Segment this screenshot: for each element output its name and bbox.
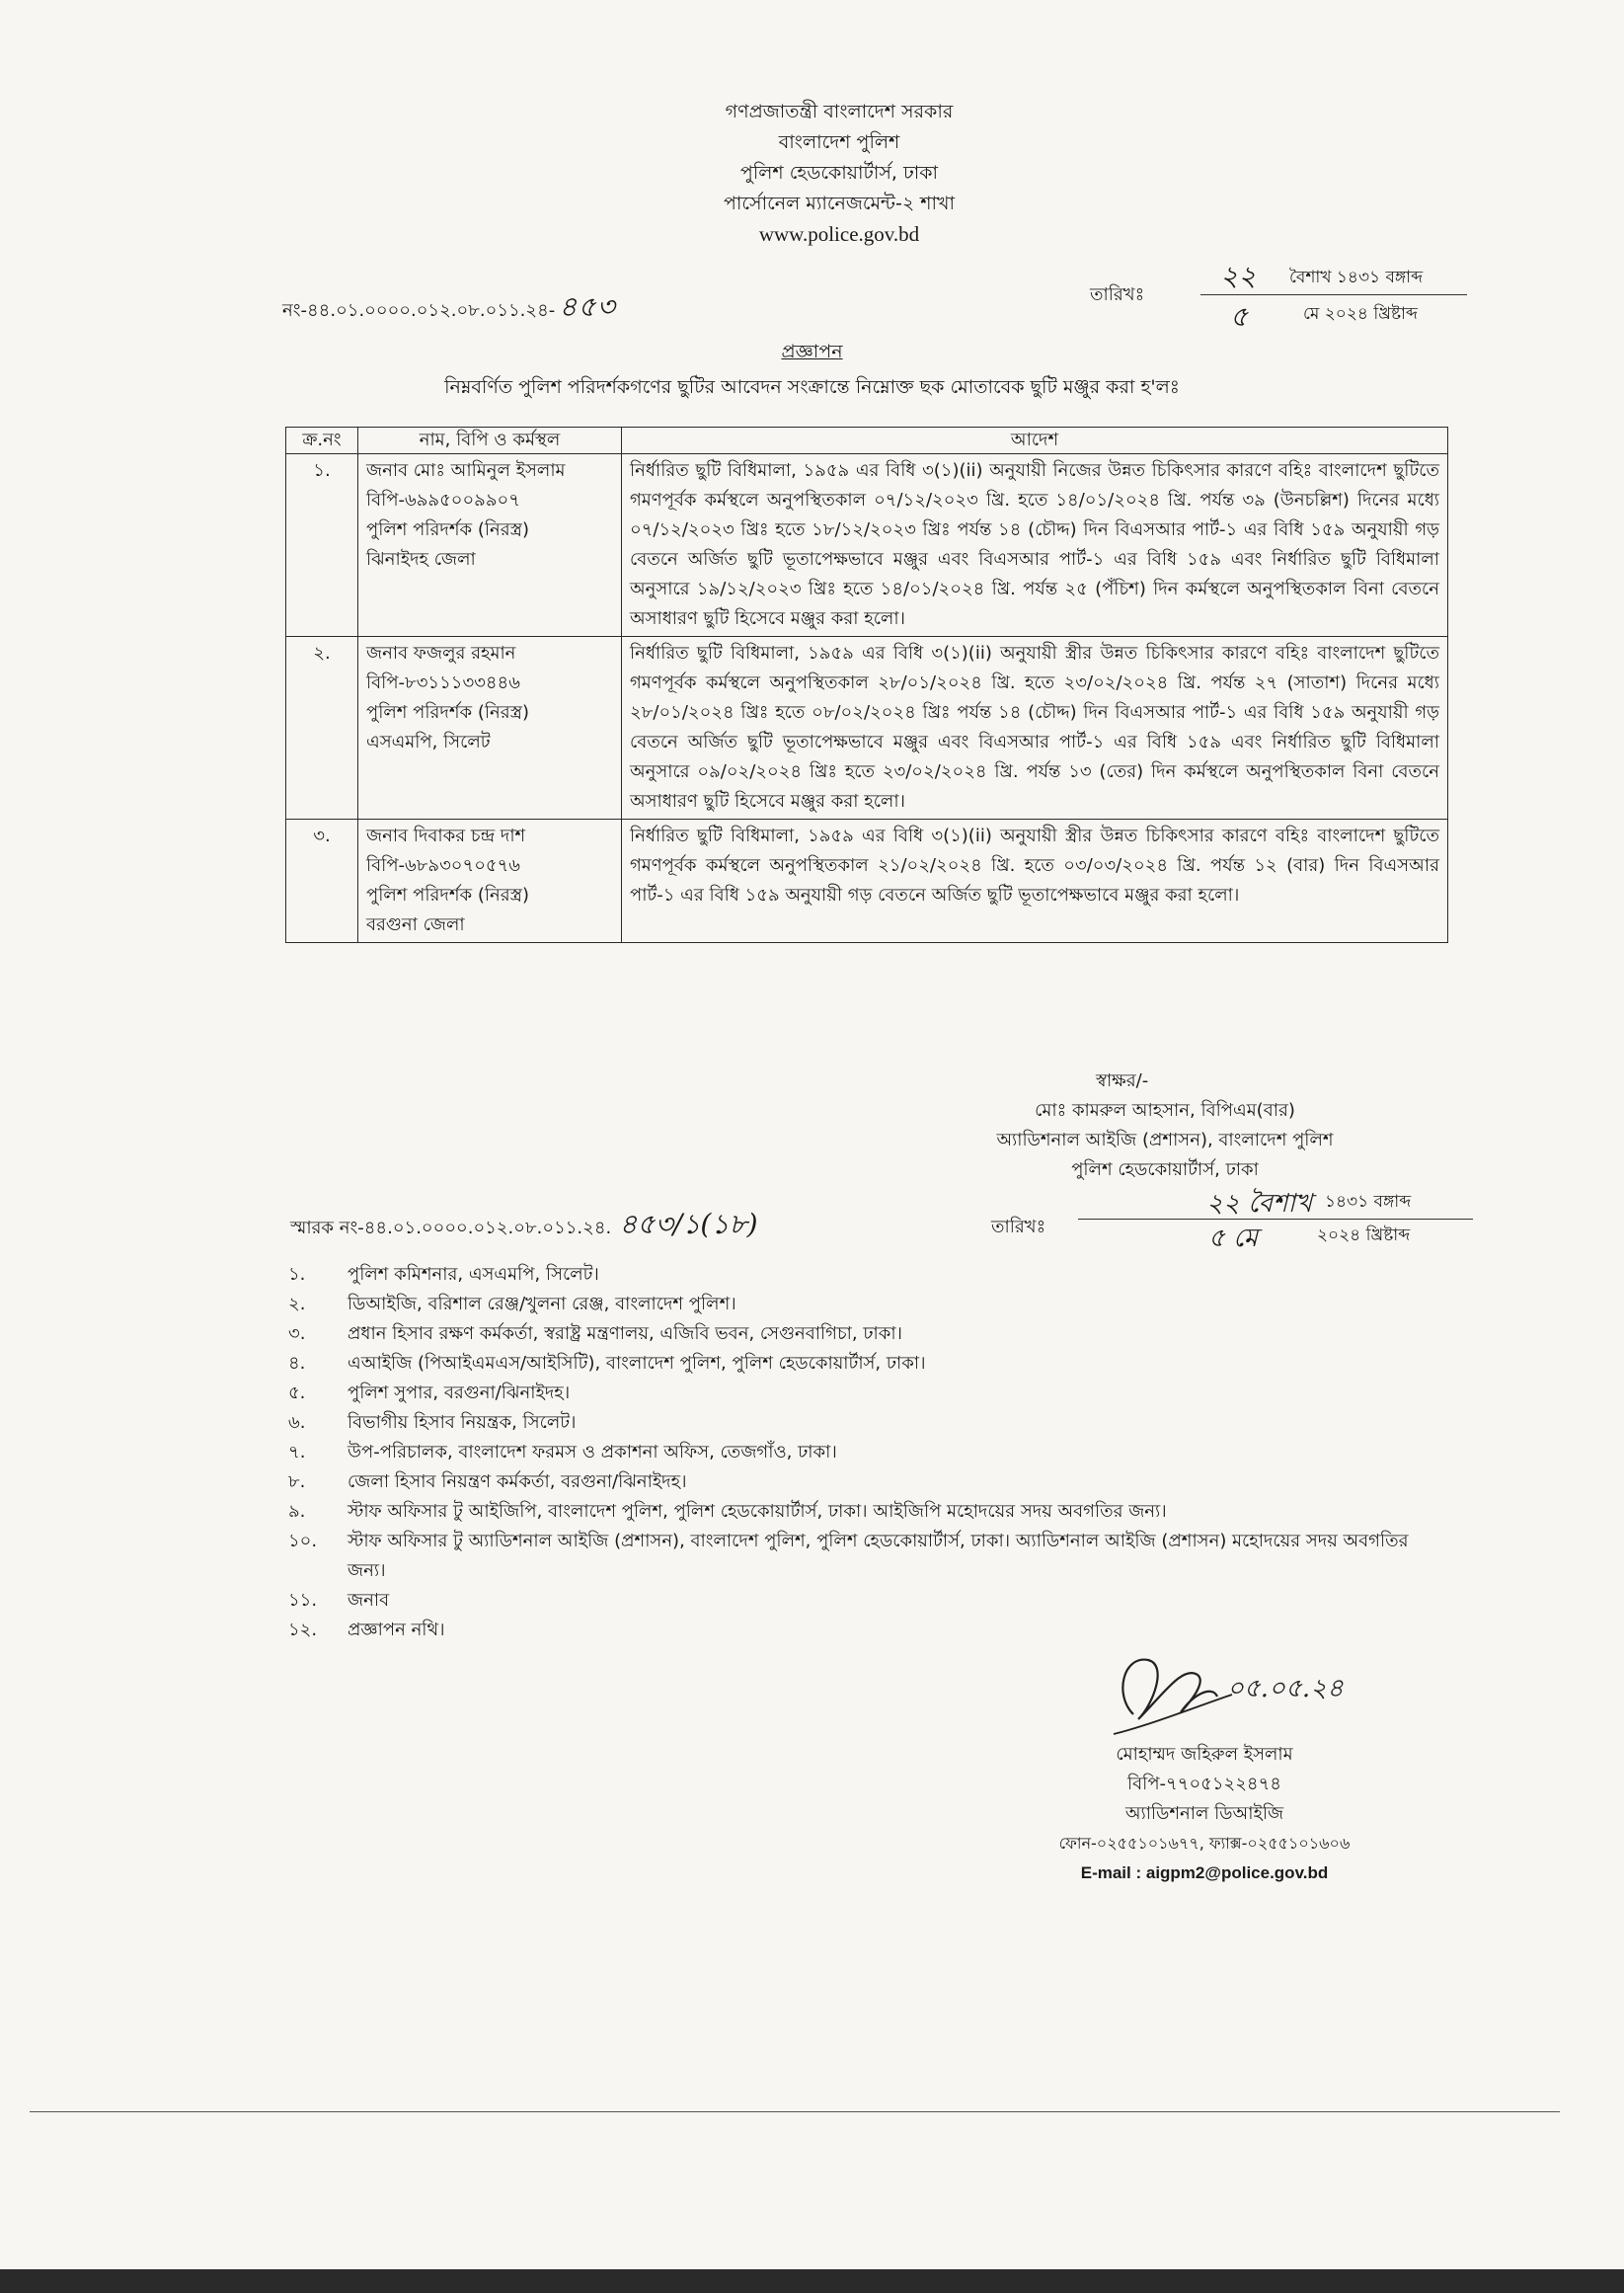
date-greg-rest: মে ২০২৪ খ্রিষ্টাব্দ: [1303, 304, 1418, 324]
table-row: [286, 637, 1448, 820]
item-text: ডিআইজি, বরিশাল রেঞ্জ/খুলনা রেঞ্জ, বাংলাদেশ পুলিশ।: [348, 1294, 736, 1314]
item-text: স্টাফ অফিসার টু আইজিপি, বাংলাদেশ পুলিশ, পুলিশ হেডকোয়ার্টার্স, ঢাকা। আইজিপি মহোদয়ের সদয় অবগতির জন্য।: [348, 1501, 1167, 1522]
list-item: [288, 1379, 1433, 1408]
col-serial: ক্র.নং: [286, 428, 358, 454]
memo-date-greg-day: ৫ মে: [1208, 1224, 1259, 1253]
reference-number: [282, 285, 616, 332]
item-number: ৭.: [288, 1442, 306, 1463]
person-rank: পুলিশ পরিদর্শক (নিরস্ত্র): [366, 702, 530, 723]
item-text: স্টাফ অফিসার টু অ্যাডিশনাল আইজি (প্রশাসন), বাংলাদেশ পুলিশ, পুলিশ হেডকোয়ার্টার্স, ঢাকা। অ্যাডিশনাল আইজি (প্রশাসন) মহোদয়ের সদয় অবগতির জন্য।: [348, 1531, 1409, 1581]
item-number: ৩.: [288, 1323, 306, 1344]
letterhead: [592, 97, 1086, 250]
branch-name: পার্সোনেল ম্যানেজমেন্ট-২ শাখা: [724, 193, 955, 214]
signatory2-bp: বিপি-৭৭০৫১২২৪৭৪: [1127, 1774, 1281, 1794]
memo-handwritten-number: ৪৫৩/১(১৮): [619, 1208, 758, 1240]
memo-date-block: [991, 1177, 1485, 1253]
person-rank: পুলিশ পরিদর্শক (নিরস্ত্র): [366, 885, 530, 906]
item-text: উপ-পরিচালক, বাংলাদেশ ফরমস ও প্রকাশনা অফিস, তেজগাঁও, ঢাকা।: [348, 1442, 837, 1463]
notice-intro: নিম্নবর্ণিত পুলিশ পরিদর্শকগণের ছুটির আবেদন সংক্রান্তে নিম্নোক্ত ছক মোতাবেক ছুটি মঞ্জুর করা হ'লঃ: [444, 376, 1180, 398]
item-number: ১১.: [288, 1590, 318, 1611]
memo-date-gregorian: [1078, 1219, 1473, 1253]
person-bp: বিপি-৬৯৯৫০০৯৯০৭: [366, 490, 520, 511]
item-text: পুলিশ কমিশনার, এসএমপি, সিলেট।: [348, 1264, 599, 1285]
signatory2-designation: অ্যাডিশনাল ডিআইজি: [1124, 1803, 1284, 1824]
row-serial: ২.: [286, 637, 358, 820]
row-serial: ১.: [286, 454, 358, 637]
row-person: [358, 454, 622, 637]
memo-prefix: স্মারক নং-৪৪.০১.০০০০.০১২.০৮.০১১.২৪.: [290, 1218, 612, 1238]
memo-date-label: তারিখঃ: [991, 1217, 1046, 1237]
row-person: [358, 637, 622, 820]
item-text: পুলিশ সুপার, বরগুনা/ঝিনাইদহ।: [348, 1383, 571, 1403]
row-order: নির্ধারিত ছুটি বিধিমালা, ১৯৫৯ এর বিধি ৩(১)(ii) অনুযায়ী স্ত্রীর উন্নত চিকিৎসার কারণে বহিঃ বাংলাদেশ ছুটিতে গমণপূর্বক কর্মস্থলে অনুপস্থিতকাল ২৮/০১/২০২৪ খ্রি. হতে ২৩/০২/২০২৪ খ্রি. পর্যন্ত ২৭ (সাতাশ) দিনের মধ্যে ২৮/০১/২০২৪ খ্রিঃ হতে ০৮/০২/২০২৪ খ্রিঃ পর্যন্ত ১৪ (চৌদ্দ) দিন বিএসআর পার্ট-১ এর বিধি ১৫৯ অনুযায়ী গড় বেতনে অর্জিত ছুটি ভূতাপেক্ষভাবে মঞ্জুর এবং বিএসআর পার্ট-১ এর বিধি ১৫৯ এবং নির্ধারিত ছুটি বিধিমালা অনুসারে ০৯/০২/২০২৪ খ্রিঃ হতে ২৩/০২/২০২৪ খ্রি. পর্যন্ত ১৩ (তের) দিন কর্মস্থলে অনুপস্থিতকাল বিনা বেতনে অসাধারণ ছুটি হিসেবে মঞ্জুর করা হলো।: [622, 637, 1448, 820]
person-name: জনাব মোঃ আমিনুল ইসলাম: [366, 460, 566, 481]
item-number: ১.: [288, 1264, 306, 1285]
item-number: ১২.: [288, 1620, 318, 1640]
person-name: জনাব দিবাকর চন্দ্র দাশ: [366, 826, 526, 846]
signature-date: ০৫.০৫.২৪: [1227, 1674, 1344, 1703]
person-bp: বিপি-৬৮৯৩০৭০৫৭৬: [366, 855, 520, 876]
signature-space: [1027, 1651, 1382, 1740]
list-item: [288, 1349, 1433, 1379]
item-number: ১০.: [288, 1531, 318, 1551]
ref-handwritten-number: ৪৫৩: [559, 290, 616, 323]
signed-mark: স্বাক্ষর/-: [1096, 1070, 1149, 1091]
item-text: জেলা হিসাব নিয়ন্ত্রণ কর্মকর্তা, বরগুনা/ঝিনাইদহ।: [348, 1471, 687, 1492]
item-number: ৪.: [288, 1353, 306, 1374]
list-item: [288, 1260, 1433, 1290]
table-row: [286, 820, 1448, 943]
list-item: [288, 1586, 1433, 1616]
office-name: পুলিশ হেডকোয়ার্টার্স, ঢাকা: [739, 162, 939, 184]
date-greg-day: ৫: [1230, 300, 1249, 333]
person-place: এসএমপি, সিলেট: [366, 732, 491, 752]
signatory2-email: E-mail : aigpm2@police.gov.bd: [1080, 1863, 1329, 1882]
table-row: [286, 454, 1448, 637]
signatory-block-2: [1027, 1651, 1382, 1888]
memo-date-bangla: [1078, 1183, 1473, 1217]
list-item: [288, 1497, 1433, 1527]
date-bangla: [1200, 259, 1467, 292]
col-name: নাম, বিপি ও কর্মস্থল: [358, 428, 622, 454]
signatory-name: মোঃ কামরুল আহসান, বিপিএম(বার): [1035, 1100, 1295, 1121]
date-label: তারিখঃ: [1090, 284, 1145, 305]
date-bangla-rest: বৈশাখ ১৪৩১ বঙ্গাব্দ: [1289, 268, 1424, 287]
date-gregorian: [1200, 294, 1467, 333]
person-rank: পুলিশ পরিদর্শক (নিরস্ত্র): [366, 519, 530, 540]
signatory-designation: অ্যাডিশনাল আইজি (প্রশাসন), বাংলাদেশ পুলিশ: [996, 1130, 1334, 1150]
list-item: [288, 1319, 1433, 1349]
scan-edge: [0, 2269, 1624, 2293]
signatory-office: পুলিশ হেডকোয়ার্টার্স, ঢাকা: [1071, 1159, 1259, 1180]
date-bangla-day: ২২: [1220, 260, 1257, 292]
gov-name: গণপ্রজাতন্ত্রী বাংলাদেশ সরকার: [725, 101, 954, 122]
person-bp: বিপি-৮৩১১১৩৩৪৪৬: [366, 672, 520, 693]
table-header-row: [286, 428, 1448, 454]
org-name: বাংলাদেশ পুলিশ: [778, 131, 900, 153]
date-block: [1090, 259, 1465, 333]
person-name: জনাব ফজলুর রহমান: [366, 643, 516, 664]
item-number: ২.: [288, 1294, 306, 1314]
memo-date-bangla-day: ২২ বৈশাখ: [1206, 1189, 1313, 1219]
signatory2-name: মোহাম্মদ জহিরুল ইসলাম: [1116, 1744, 1293, 1765]
list-item: [288, 1408, 1433, 1438]
ref-prefix: নং-৪৪.০১.০০০০.০১২.০৮.০১১.২৪-: [282, 300, 556, 321]
row-order: নির্ধারিত ছুটি বিধিমালা, ১৯৫৯ এর বিধি ৩(১)(ii) অনুযায়ী স্ত্রীর উন্নত চিকিৎসার কারণে বহিঃ বাংলাদেশ ছুটিতে গমণপূর্বক কর্মস্থলে অনুপস্থিতকাল ২১/০২/২০২৪ খ্রি. হতে ০৩/০৩/২০২৪ খ্রি. পর্যন্ত ১২ (বার) দিন বিএসআর পার্ট-১ এর বিধি ১৫৯ অনুযায়ী গড় বেতনে অর্জিত ছুটি ভূতাপেক্ষভাবে মঞ্জুর করা হলো।: [622, 820, 1448, 943]
item-number: ৬.: [288, 1412, 306, 1433]
list-item: [288, 1467, 1433, 1497]
row-order: নির্ধারিত ছুটি বিধিমালা, ১৯৫৯ এর বিধি ৩(১)(ii) অনুযায়ী নিজের উন্নত চিকিৎসার কারণে বহিঃ বাংলাদেশ ছুটিতে গমণপূর্বক কর্মস্থলে অনুপস্থিতকাল ০৭/১২/২০২৩ খ্রি. হতে ১৪/০১/২০২৪ খ্রি. পর্যন্ত ৩৯ (উনচল্লিশ) দিনের মধ্যে ০৭/১২/২০২৩ খ্রিঃ হতে ১৮/১২/২০২৩ খ্রিঃ পর্যন্ত ১৪ (চৌদ্দ) দিন বিএসআর পার্ট-১ এর বিধি ১৫৯ অনুযায়ী গড় বেতনে অর্জিত ছুটি ভূতাপেক্ষভাবে মঞ্জুর এবং বিএসআর পার্ট-১ এর বিধি ১৫৯ এবং নির্ধারিত ছুটি বিধিমালা অনুসারে ১৯/১২/২০২৩ খ্রিঃ হতে ১৪/০১/২০২৪ খ্রি. পর্যন্ত ২৫ (পঁচিশ) দিন কর্মস্থলে অনুপস্থিতকাল বিনা বেতনে অসাধারণ ছুটি হিসেবে মঞ্জুর করা হলো।: [622, 454, 1448, 637]
website: www.police.gov.bd: [758, 222, 920, 246]
row-person: [358, 820, 622, 943]
distribution-list: [288, 1260, 1433, 1645]
item-number: ৯.: [288, 1501, 306, 1522]
col-order: আদেশ: [622, 428, 1448, 454]
leave-table: [285, 427, 1448, 943]
item-number: ৮.: [288, 1471, 306, 1492]
memo-date-greg-rest: ২০২৪ খ্রিষ্টাব্দ: [1317, 1226, 1411, 1245]
signatory-block-1: [869, 1067, 1461, 1185]
list-item: [288, 1438, 1433, 1467]
item-text: প্রধান হিসাব রক্ষণ কর্মকর্তা, স্বরাষ্ট্র মন্ত্রণালয়, এজিবি ভবন, সেগুনবাগিচা, ঢাকা।: [348, 1323, 902, 1344]
item-text: বিভাগীয় হিসাব নিয়ন্ত্রক, সিলেট।: [348, 1412, 577, 1433]
item-text: এআইজি (পিআইএমএস/আইসিটি), বাংলাদেশ পুলিশ, পুলিশ হেডকোয়ার্টার্স, ঢাকা।: [348, 1353, 926, 1374]
list-item: [288, 1527, 1433, 1586]
person-place: ঝিনাইদহ জেলা: [366, 549, 476, 570]
memo-number: [290, 1203, 758, 1249]
row-serial: ৩.: [286, 820, 358, 943]
notice-title: প্রজ্ঞাপন: [781, 341, 843, 362]
memo-date-bangla-rest: ১৪৩১ বঙ্গাব্দ: [1325, 1192, 1412, 1212]
item-text: জনাব: [348, 1590, 390, 1611]
signatory2-phone: ফোন-০২৫৫১০১৬৭৭, ফ্যাক্স-০২৫৫১০১৬০৬: [1058, 1834, 1351, 1853]
footer-divider: [30, 2111, 1560, 2112]
item-text: প্রজ্ঞাপন নথি।: [348, 1620, 445, 1640]
person-place: বরগুনা জেলা: [366, 914, 465, 935]
list-item: [288, 1290, 1433, 1319]
item-number: ৫.: [288, 1383, 306, 1403]
